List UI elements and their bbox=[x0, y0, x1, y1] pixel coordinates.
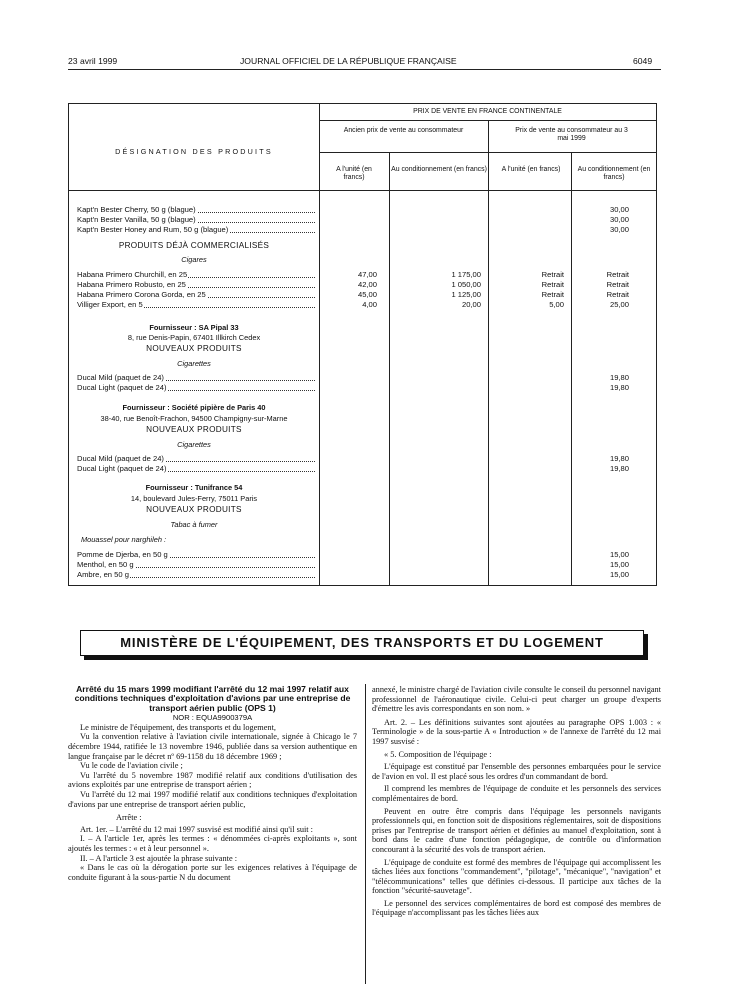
right-column bbox=[372, 685, 661, 918]
product-row bbox=[77, 383, 317, 393]
product-row bbox=[77, 300, 317, 310]
price-cell-d: 15,00 bbox=[609, 570, 629, 579]
price-cell-c: Retrait bbox=[541, 290, 564, 299]
price-cell-a bbox=[321, 205, 377, 215]
new-pack-header: Au conditionnement (en francs) bbox=[577, 166, 651, 181]
price-cell-a bbox=[321, 550, 377, 560]
price-cell-a bbox=[321, 215, 377, 225]
price-cell-a: 45,00 bbox=[357, 290, 377, 299]
price-cell-c bbox=[490, 464, 564, 474]
price-cell-a bbox=[321, 383, 377, 393]
product-row bbox=[77, 464, 317, 474]
product-name: Villiger Export, en 5 bbox=[77, 300, 143, 309]
price-cell-c bbox=[490, 205, 564, 215]
old-unit-header: A l'unité (en francs) bbox=[336, 166, 372, 181]
section-nouveaux-2: NOUVEAUX PRODUITS bbox=[146, 425, 242, 434]
header-page-number: 6049 bbox=[633, 56, 653, 66]
left-p4: Vu l'arrêté du 5 novembre 1987 modifié relatif aux conditions d'utilisation des avions exploités par une entreprise de transport aérien ; bbox=[68, 770, 357, 790]
product-row bbox=[77, 205, 317, 215]
left-p5: Vu l'arrêté du 12 mai 1997 modifié relatif aux conditions techniques d'exploitation d'avions par une entreprise de transport aérien public, bbox=[68, 789, 357, 809]
section-nouveaux-3: NOUVEAUX PRODUITS bbox=[146, 505, 242, 514]
new-unit-header: A l'unité (en francs) bbox=[501, 166, 561, 173]
price-cell-d: 15,00 bbox=[609, 550, 629, 559]
price-cell-d: 30,00 bbox=[609, 215, 629, 224]
product-row bbox=[77, 215, 317, 225]
price-cell-b bbox=[391, 373, 481, 383]
price-cell-d: 19,80 bbox=[609, 464, 629, 473]
price-cell-b bbox=[391, 454, 481, 464]
product-name: Habana Primero Churchill, en 25 bbox=[77, 270, 188, 279]
price-cell-b bbox=[391, 550, 481, 560]
price-cell-c bbox=[490, 570, 564, 580]
section-tabac: Tabac à fumer bbox=[170, 520, 218, 529]
section-mouassel: Mouassel pour narghileh : bbox=[81, 535, 167, 544]
right-p4: L'équipage est constitué par l'ensemble des personnes embarquées pour le service de l'avion en vol. Il est placé sous les ordres d'un commandant de bord. bbox=[372, 762, 661, 781]
right-p3: « 5. Composition de l'équipage : bbox=[384, 749, 492, 759]
price-cell-d: 15,00 bbox=[609, 560, 629, 569]
supplier-3-address: 14, boulevard Jules-Ferry, 75011 Paris bbox=[130, 494, 258, 503]
supplier-1-address: 8, rue Denis-Papin, 67401 Illkirch Cedex bbox=[127, 333, 261, 342]
price-cell-c bbox=[490, 550, 564, 560]
product-name: Ducal Mild (paquet de 24) bbox=[77, 373, 164, 382]
price-cell-d: 30,00 bbox=[609, 205, 629, 214]
ministry-banner: MINISTÈRE DE L'ÉQUIPEMENT, DES TRANSPORTS ET DU LOGEMENT bbox=[80, 630, 644, 656]
price-cell-c bbox=[490, 215, 564, 225]
right-p7: L'équipage de conduite est formé des membres de l'équipage qui accomplissent les tâches liées aux fonctions "commandement", "pilotage", "mécanique", "navigation" et "télécommunications" telles que définies ci-dessous. Il participe aux tâches de la fonction "sécurité-sauvetage". bbox=[372, 857, 661, 896]
right-p8: Le personnel des services complémentaires de bord est composé des membres de l'équipage n'accomplissant pas les tâches liées aux bbox=[372, 898, 661, 918]
price-cell-d: 30,00 bbox=[609, 225, 629, 234]
right-p6: Peuvent en outre être compris dans l'équipage les personnels navigants professionnels qui, en fonction soit de dispositions réglementaires, soit de dispositions prises par l'entreprise de transport aérien et définies au manuel d'exploitation, sont à bord dans le cadre d'une fonction pédagogique, de contrôle ou d'information concourant à la sécurité des vols de transport aérien. bbox=[372, 806, 661, 854]
price-cell-d: Retrait bbox=[606, 270, 629, 279]
section-cigarettes-1: Cigarettes bbox=[177, 359, 211, 368]
product-name: Ducal Light (paquet de 24) bbox=[77, 464, 167, 473]
product-row bbox=[77, 373, 317, 383]
price-cell-c bbox=[490, 454, 564, 464]
product-name: Habana Primero Robusto, en 25 bbox=[77, 280, 186, 289]
left-p10: « Dans le cas où la dérogation porte sur les exigences relatives à l'équipage de conduite figurant à la sous-partie N du document bbox=[68, 863, 357, 882]
price-cell-b bbox=[391, 205, 481, 215]
product-row bbox=[77, 280, 317, 290]
price-cell-a bbox=[321, 570, 377, 580]
product-name: Kapt'n Bester Vanilla, 50 g (blague) bbox=[77, 215, 196, 224]
left-p6: Arrête : bbox=[116, 813, 142, 823]
left-p1: Le ministre de l'équipement, des transports et du logement, bbox=[80, 722, 276, 732]
product-row bbox=[77, 454, 317, 464]
old-price-header: Ancien prix de vente au consommateur bbox=[343, 127, 464, 134]
old-pack-header: Au conditionnement (en francs) bbox=[391, 166, 487, 173]
header-rule bbox=[68, 69, 661, 70]
price-cell-d: 25,00 bbox=[609, 300, 629, 309]
product-row bbox=[77, 225, 317, 235]
price-cell-b bbox=[391, 464, 481, 474]
price-cell-b bbox=[391, 570, 481, 580]
price-cell-d: 19,80 bbox=[609, 454, 629, 463]
price-table bbox=[68, 103, 657, 586]
price-cell-a bbox=[321, 464, 377, 474]
price-cell-a bbox=[321, 225, 377, 235]
left-column bbox=[68, 685, 357, 882]
price-cell-c: Retrait bbox=[541, 270, 564, 279]
right-p2: Art. 2. – Les définitions suivantes sont ajoutées au paragraphe OPS 1.003 : « Terminologie » de la sous-partie A « Introduction » de l'annexe de l'arrêté du 12 mai 1997 susvisé : bbox=[372, 717, 661, 746]
product-name: Menthol, en 50 g bbox=[77, 560, 134, 569]
product-name: Ducal Mild (paquet de 24) bbox=[77, 454, 164, 463]
price-cell-b bbox=[391, 215, 481, 225]
supplier-1: Fournisseur : SA Pipal 33 bbox=[149, 323, 239, 332]
supplier-3: Fournisseur : Tunifrance 54 bbox=[145, 483, 243, 492]
price-cell-b: 1 125,00 bbox=[451, 290, 481, 299]
decree-title: Arrêté du 15 mars 1999 modifiant l'arrêté du 12 mai 1997 relatif aux conditions techniques d'exploitation d'avions par une entreprise de transport aérien public (OPS 1) bbox=[74, 684, 351, 713]
price-group-header: PRIX DE VENTE EN FRANCE CONTINENTALE bbox=[413, 108, 562, 115]
price-cell-d: 19,80 bbox=[609, 373, 629, 382]
price-cell-a: 42,00 bbox=[357, 280, 377, 289]
section-nouveaux-1: NOUVEAUX PRODUITS bbox=[146, 344, 242, 353]
left-p2: Vu la convention relative à l'aviation civile internationale, signée à Chicago le 7 décembre 1944, ratifiée le 13 novembre 1946, publiée dans sa version authentique en langue française par le décret nº 69-1158 du 18 décembre 1969 ; bbox=[68, 732, 357, 761]
product-name: Ambre, en 50 g bbox=[77, 570, 129, 579]
column-separator bbox=[365, 684, 366, 984]
section-deja: PRODUITS DÉJÀ COMMERCIALISÉS bbox=[118, 241, 270, 250]
price-cell-b: 1 175,00 bbox=[451, 270, 481, 279]
right-p5: Il comprend les membres de l'équipage de conduite et les personnels des services complémentaires de bord. bbox=[372, 784, 661, 803]
left-p3: Vu le code de l'aviation civile ; bbox=[80, 761, 183, 771]
supplier-2-address: 38-40, rue Benoît-Frachon, 94500 Champigny-sur-Marne bbox=[100, 414, 288, 423]
price-cell-c bbox=[490, 225, 564, 235]
product-name: Kapt'n Bester Honey and Rum, 50 g (blague) bbox=[77, 225, 229, 234]
new-price-header: Prix de vente au consommateur au 3 mai 1999 bbox=[515, 127, 628, 142]
price-cell-a: 47,00 bbox=[357, 270, 377, 279]
price-cell-c bbox=[490, 373, 564, 383]
price-cell-d: 19,80 bbox=[609, 383, 629, 392]
right-p1: annexé, le ministre chargé de l'aviation civile consulte le conseil du personnel navigant professionnel de l'aéronautique civile. Celui-ci peut charger un groupe d'experts d'émettre les avis correspondants en son nom. » bbox=[372, 685, 661, 714]
price-cell-a: 4,00 bbox=[362, 300, 377, 309]
price-cell-c bbox=[490, 560, 564, 570]
product-row bbox=[77, 290, 317, 300]
product-name: Habana Primero Corona Gorda, en 25 bbox=[77, 290, 206, 299]
price-cell-d: Retrait bbox=[606, 280, 629, 289]
designation-header: DÉSIGNATION DES PRODUITS bbox=[115, 147, 273, 156]
header-date: 23 avril 1999 bbox=[68, 56, 118, 66]
product-name: Pomme de Djerba, en 50 g bbox=[77, 550, 168, 559]
price-cell-a bbox=[321, 373, 377, 383]
supplier-2: Fournisseur : Société pipière de Paris 40 bbox=[122, 403, 266, 412]
price-cell-c bbox=[490, 383, 564, 393]
price-cell-a bbox=[321, 560, 377, 570]
product-name: Ducal Light (paquet de 24) bbox=[77, 383, 167, 392]
price-cell-b: 1 050,00 bbox=[451, 280, 481, 289]
section-cigares: Cigares bbox=[181, 255, 207, 264]
price-cell-a bbox=[321, 454, 377, 464]
price-cell-c: Retrait bbox=[541, 280, 564, 289]
price-cell-b bbox=[391, 225, 481, 235]
price-cell-b bbox=[391, 560, 481, 570]
price-cell-b: 20,00 bbox=[461, 300, 481, 309]
price-cell-d: Retrait bbox=[606, 290, 629, 299]
section-cigarettes-2: Cigarettes bbox=[177, 440, 211, 449]
left-p9: II. – A l'article 3 est ajoutée la phrase suivante : bbox=[80, 853, 238, 863]
product-row bbox=[77, 560, 317, 570]
product-row bbox=[77, 270, 317, 280]
header-journal-title: JOURNAL OFFICIEL DE LA RÉPUBLIQUE FRANÇAISE bbox=[240, 56, 457, 66]
product-name: Kapt'n Bester Cherry, 50 g (blague) bbox=[77, 205, 196, 214]
left-p7: Art. 1er. – L'arrêté du 12 mai 1997 susvisé est modifié ainsi qu'il suit : bbox=[80, 824, 313, 834]
nor-reference: NOR : EQUA9900379A bbox=[172, 713, 253, 723]
price-cell-c: 5,00 bbox=[549, 300, 564, 309]
left-p8: I. – A l'article 1er, après les termes : « dénommées ci-après exploitants », sont ajoutés les termes : « et à leur personnel ». bbox=[68, 834, 357, 853]
product-row bbox=[77, 570, 317, 580]
product-row bbox=[77, 550, 317, 560]
price-cell-b bbox=[391, 383, 481, 393]
